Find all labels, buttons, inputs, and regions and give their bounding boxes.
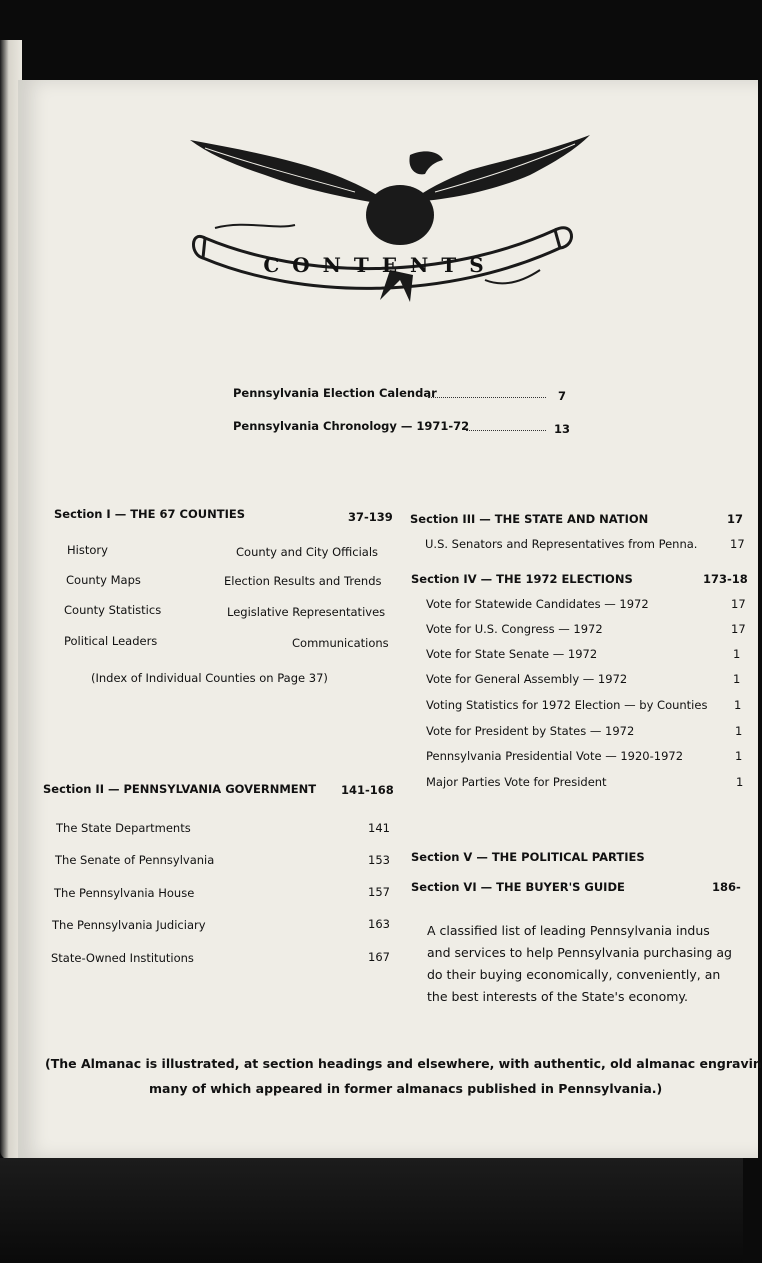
section6-desc-line: the best interests of the State's economy. [427,989,689,1004]
section4-pages: 173-18 [703,572,748,586]
section6-heading: Section VI — THE BUYER'S GUIDE [411,880,625,894]
section4-item-label: Voting Statistics for 1972 Election — by Counties [426,698,708,712]
section1-note: (Index of Individual Counties on Page 37) [91,671,328,685]
section5-heading: Section V — THE POLITICAL PARTIES [411,850,645,864]
section4-item-label: Vote for President by States — 1972 [426,724,635,738]
section4-item-label: Major Parties Vote for President [426,775,607,789]
section6-desc-line: do their buying economically, conveniently, an [427,967,721,982]
section2-item-label: The State Departments [56,821,191,835]
section2-item-label: The Senate of Pennsylvania [55,853,215,867]
section6-desc-line: and services to help Pennsylvania purchasing ag [427,945,732,960]
section4-item-page: 1 [736,775,744,789]
section4-heading: Section IV — THE 1972 ELECTIONS [411,572,633,586]
front-item-page: 7 [558,389,567,403]
front-item-page: 13 [554,422,571,436]
section2-item-label: The Pennsylvania House [54,886,195,900]
footer-note-line: (The Almanac is illustrated, at section headings and elsewhere, with authentic, old almanac engravin [45,1056,762,1071]
contents-banner-text: CONTENTS [263,253,497,277]
section1-left-item: County Statistics [64,603,162,617]
section6-desc-line: A classified list of leading Pennsylvania indus [427,923,710,938]
section2-pages: 141-168 [341,783,394,797]
section6-pages: 186- [712,880,741,894]
eagle-banner-emblem [185,130,595,305]
section2-item-label: State-Owned Institutions [51,951,194,965]
section1-left-item: County Maps [66,573,141,587]
section2-item-label: The Pennsylvania Judiciary [52,918,206,932]
section3-item-page: 17 [730,537,745,551]
dot-leader [428,397,546,398]
section1-pages: 37-139 [348,510,393,524]
section4-item-label: Vote for Statewide Candidates — 1972 [426,597,649,611]
section4-item-page: 1 [735,749,743,763]
section2-item-page: 141 [368,821,390,835]
section1-right-item: Legislative Representatives [227,605,386,619]
front-item-label: Pennsylvania Election Calendar [233,386,437,400]
section4-item-page: 1 [733,672,741,686]
section4-item-page: 1 [735,724,743,738]
section3-item-label: U.S. Senators and Representatives from Penna. [425,537,698,551]
footer-note-line: many of which appeared in former almanacs published in Pennsylvania.) [149,1081,663,1096]
section1-heading: Section I — THE 67 COUNTIES [54,507,245,521]
dot-leader [466,430,546,431]
section1-right-item: Communications [292,636,389,650]
section4-item-label: Vote for U.S. Congress — 1972 [426,622,603,636]
section1-right-item: County and City Officials [236,545,379,559]
section3-pages: 17 [727,512,744,526]
section4-item-label: Pennsylvania Presidential Vote — 1920-1972 [426,749,684,763]
section2-item-page: 157 [368,885,390,899]
section4-item-label: Vote for General Assembly — 1972 [426,672,628,686]
section2-item-page: 167 [368,950,390,964]
section4-item-label: Vote for State Senate — 1972 [426,647,598,661]
section3-heading: Section III — THE STATE AND NATION [410,512,649,526]
section1-left-item: Political Leaders [64,634,158,648]
section1-right-item: Election Results and Trends [224,574,382,588]
table-surface [0,1158,743,1263]
section2-heading: Section II — PENNSYLVANIA GOVERNMENT [43,782,317,796]
section1-left-item: History [67,543,108,557]
section4-item-page: 1 [733,647,741,661]
section2-item-page: 153 [368,853,390,867]
section4-item-page: 17 [731,597,746,611]
front-item-label: Pennsylvania Chronology — 1971-72 [233,419,470,433]
section4-item-page: 1 [734,698,742,712]
section2-item-page: 163 [368,917,390,931]
section4-item-page: 17 [731,622,746,636]
